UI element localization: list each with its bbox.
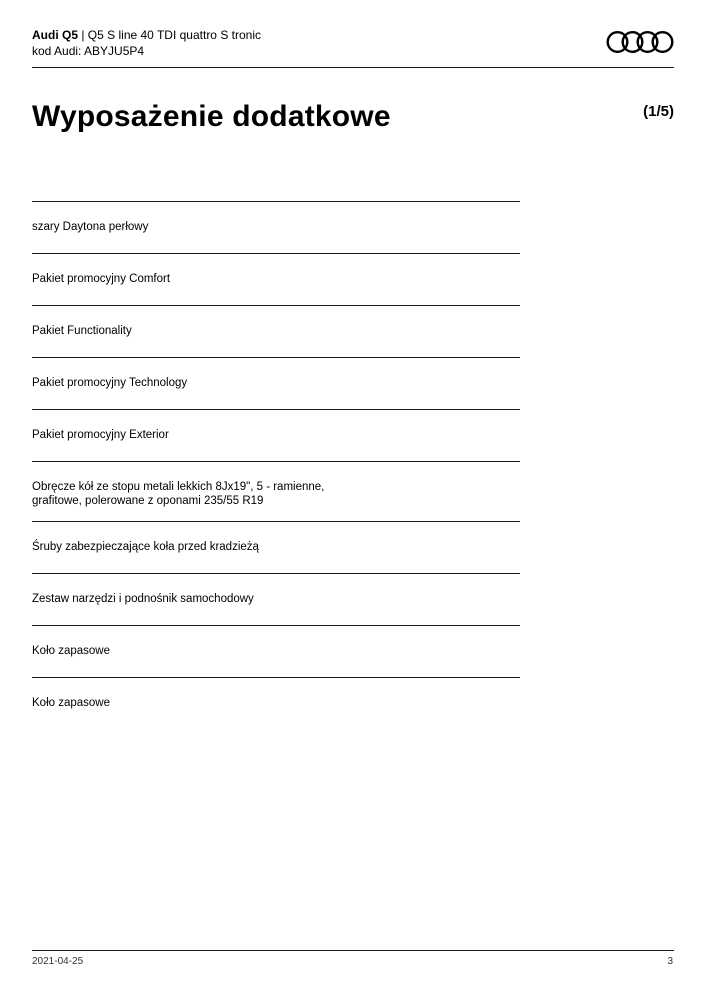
equipment-item: szary Daytona perłowy [32, 202, 520, 254]
model-name: | Q5 S line 40 TDI quattro S tronic [78, 28, 261, 42]
footer-page-number: 3 [667, 956, 673, 967]
equipment-item: Zestaw narzędzi i podnośnik samochodowy [32, 574, 520, 626]
page-title: Wyposażenie dodatkowe [32, 100, 391, 133]
equipment-item: Pakiet promocyjny Comfort [32, 254, 520, 306]
page-counter: (1/5) [643, 103, 674, 120]
equipment-item: Pakiet Functionality [32, 306, 520, 358]
equipment-item: Pakiet promocyjny Technology [32, 358, 520, 410]
audi-code: kod Audi: ABYJU5P4 [32, 44, 145, 58]
equipment-item: Śruby zabezpieczające koła przed kradzieżą [32, 522, 520, 574]
footer-date: 2021-04-25 [32, 956, 84, 967]
equipment-item: Koło zapasowe [32, 697, 110, 709]
equipment-item: Pakiet promocyjny Exterior [32, 410, 520, 462]
audi-rings-icon [606, 29, 674, 55]
model-line [32, 28, 261, 43]
footer-divider [32, 950, 674, 951]
equipment-item: Koło zapasowe [32, 626, 520, 678]
equipment-list [32, 201, 520, 730]
document-header [32, 28, 261, 59]
brand-name: Audi Q5 [32, 28, 79, 42]
equipment-item: Obręcze kół ze stopu metali lekkich 8Jx19", 5 - ramienne, grafitowe, polerowane z oponami 235/55 R19 [32, 462, 520, 522]
header-divider [32, 67, 674, 68]
